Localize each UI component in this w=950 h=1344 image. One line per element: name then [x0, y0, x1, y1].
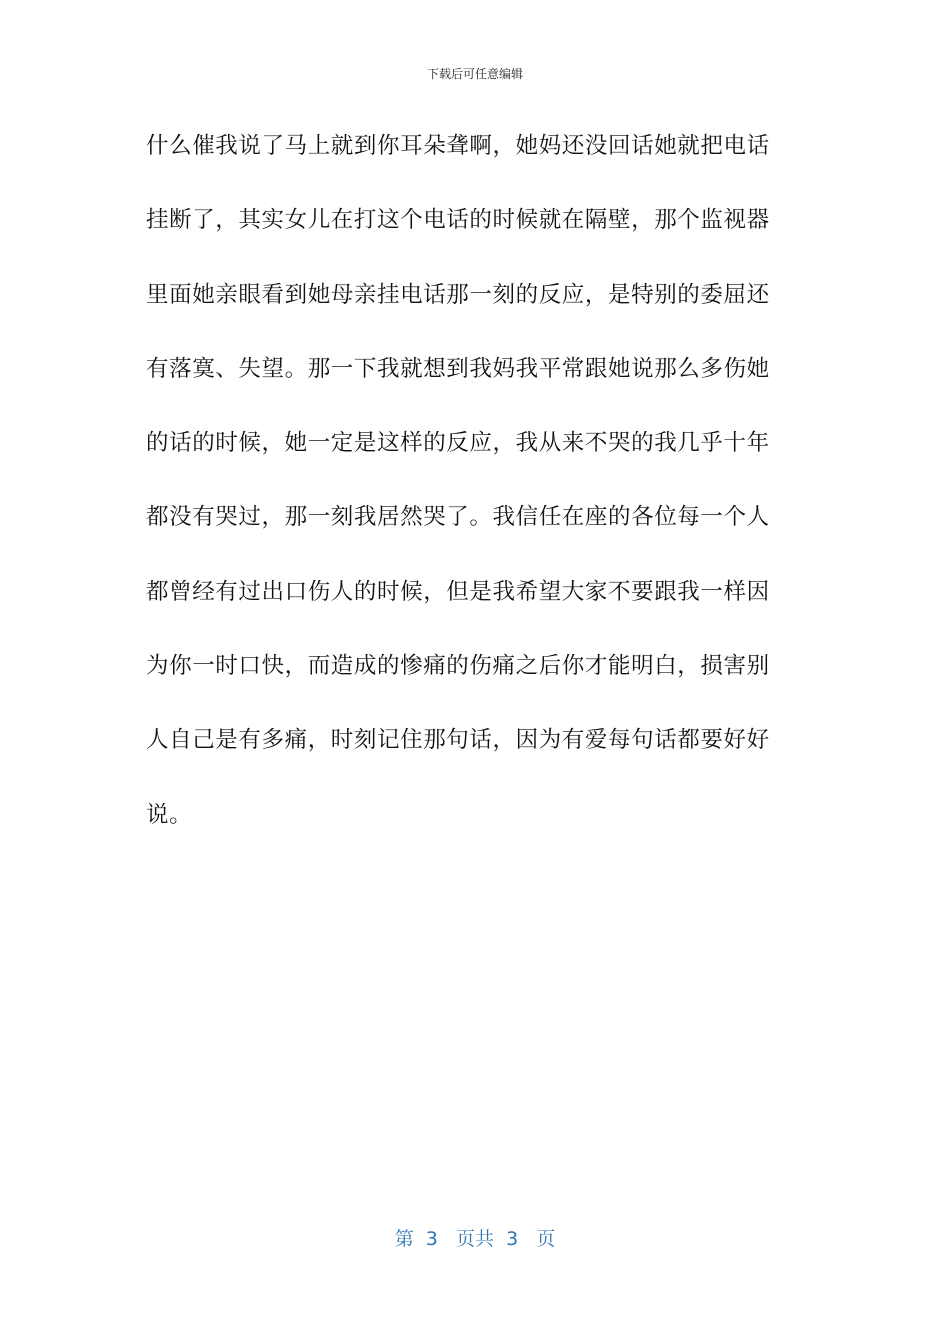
text-line: 挂断了，其实女儿在打这个电话的时候就在隔壁，那个监视器 — [146, 207, 770, 234]
text-line: 的话的时候，她一定是这样的反应，我从来不哭的我几乎十年 — [146, 430, 770, 457]
text-line: 什么催我说了马上就到你耳朵聋啊，她妈还没回话她就把电话 — [146, 133, 770, 159]
text-line: 人自己是有多痛，时刻记住那句话，因为有爱每句话都要好好 — [146, 727, 770, 754]
text-line: 都没有哭过，那一刻我居然哭了。我信任在座的各位每一个人 — [146, 504, 770, 531]
text-line: 有落寞、失望。那一下我就想到我妈我平常跟她说那么多伤她 — [146, 355, 770, 382]
text-line: 说。 — [146, 801, 193, 828]
text-line: 里面她亲眼看到她母亲挂电话那一刻的反应，是特别的委屈还 — [146, 281, 770, 308]
body-text — [146, 124, 806, 867]
text-line: 都曾经有过出口伤人的时候，但是我希望大家不要跟我一样因 — [146, 578, 770, 605]
page-number-footer: 第 3 页共 3 页 — [394, 1228, 556, 1250]
text-line: 为你一时口快，而造成的惨痛的伤痛之后你才能明白，损害别 — [146, 653, 770, 680]
page-header: 下载后可任意编辑 — [426, 67, 523, 81]
